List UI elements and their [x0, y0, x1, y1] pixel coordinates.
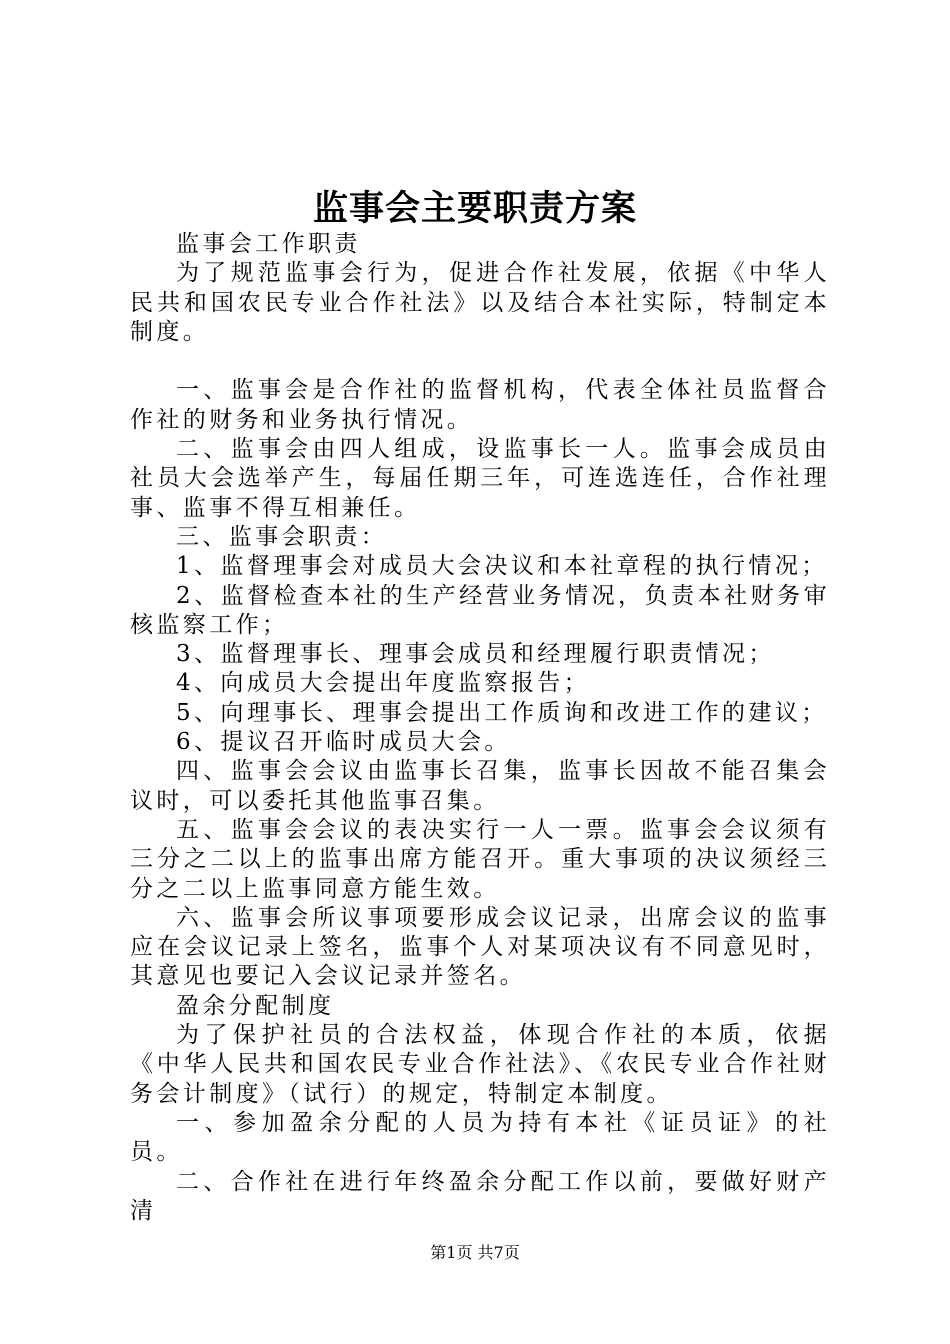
duty-item-3: 3、监督理事长、理事会成员和经理履行职责情况； [176, 641, 775, 668]
surplus-intro-paragraph: 为了保护社员的合法权益，体现合作社的本质，依据《中华人民共和国农民专业合作社法》、《农民专业合作社财务会计制度》（试行）的规定，特制定本制度。 [130, 1022, 830, 1107]
duty-item-1: 1、监督理事会对成员大会决议和本社章程的执行情况； [176, 553, 828, 580]
surplus-clause-1: 一、参加盈余分配的人员为持有本社《证员证》的社员。 [130, 1109, 830, 1166]
clause-2: 二、监事会由四人组成，设监事长一人。监事会成员由社员大会选举产生，每届任期三年，可连选连任，合作社理事、监事不得互相兼任。 [130, 436, 830, 521]
paragraph-spacer [130, 347, 830, 376]
page-footer: 第1页 共7页 [430, 1243, 520, 1262]
clause-3: 三、监事会职责： [176, 523, 388, 550]
duty-item-5: 5、向理事长、理事会提出工作质询和改进工作的建议； [176, 699, 828, 726]
section-heading-surplus-distribution: 盈余分配制度 [176, 992, 335, 1019]
clause-5: 五、监事会会议的表决实行一人一票。监事会会议须有三分之二以上的监事出席方能召开。重大事项的决议须经三分之二以上监事同意方能生效。 [130, 816, 830, 902]
surplus-clause-2: 二、合作社在进行年终盈余分配工作以前，要做好财产清 [130, 1168, 830, 1224]
document-title: 监事会主要职责方案 [312, 188, 637, 229]
intro-paragraph: 为了规范监事会行为，促进合作社发展，依据《中华人民共和国农民专业合作社法》以及结合本社实际，特制定本制度。 [130, 260, 830, 345]
clause-4: 四、监事会会议由监事长召集，监事长因故不能召集会议时，可以委托其他监事召集。 [130, 758, 830, 814]
section-heading-supervisory-duties: 监事会工作职责 [176, 231, 361, 257]
clause-6: 六、监事会所议事项要形成会议记录，出席会议的监事应在会议记录上签名，监事个人对某项决议有不同意见时，其意见也要记入会议记录并签名。 [130, 904, 830, 990]
duty-item-4: 4、向成员大会提出年度监察报告； [176, 670, 591, 697]
document-body [130, 230, 830, 1226]
duty-item-6: 6、提议召开临时成员大会。 [176, 729, 511, 756]
duty-item-2: 2、监督检查本社的生产经营业务情况，负责本社财务审核监察工作； [130, 582, 830, 638]
clause-1: 一、监事会是合作社的监督机构，代表全体社员监督合作社的财务和业务执行情况。 [130, 377, 830, 433]
